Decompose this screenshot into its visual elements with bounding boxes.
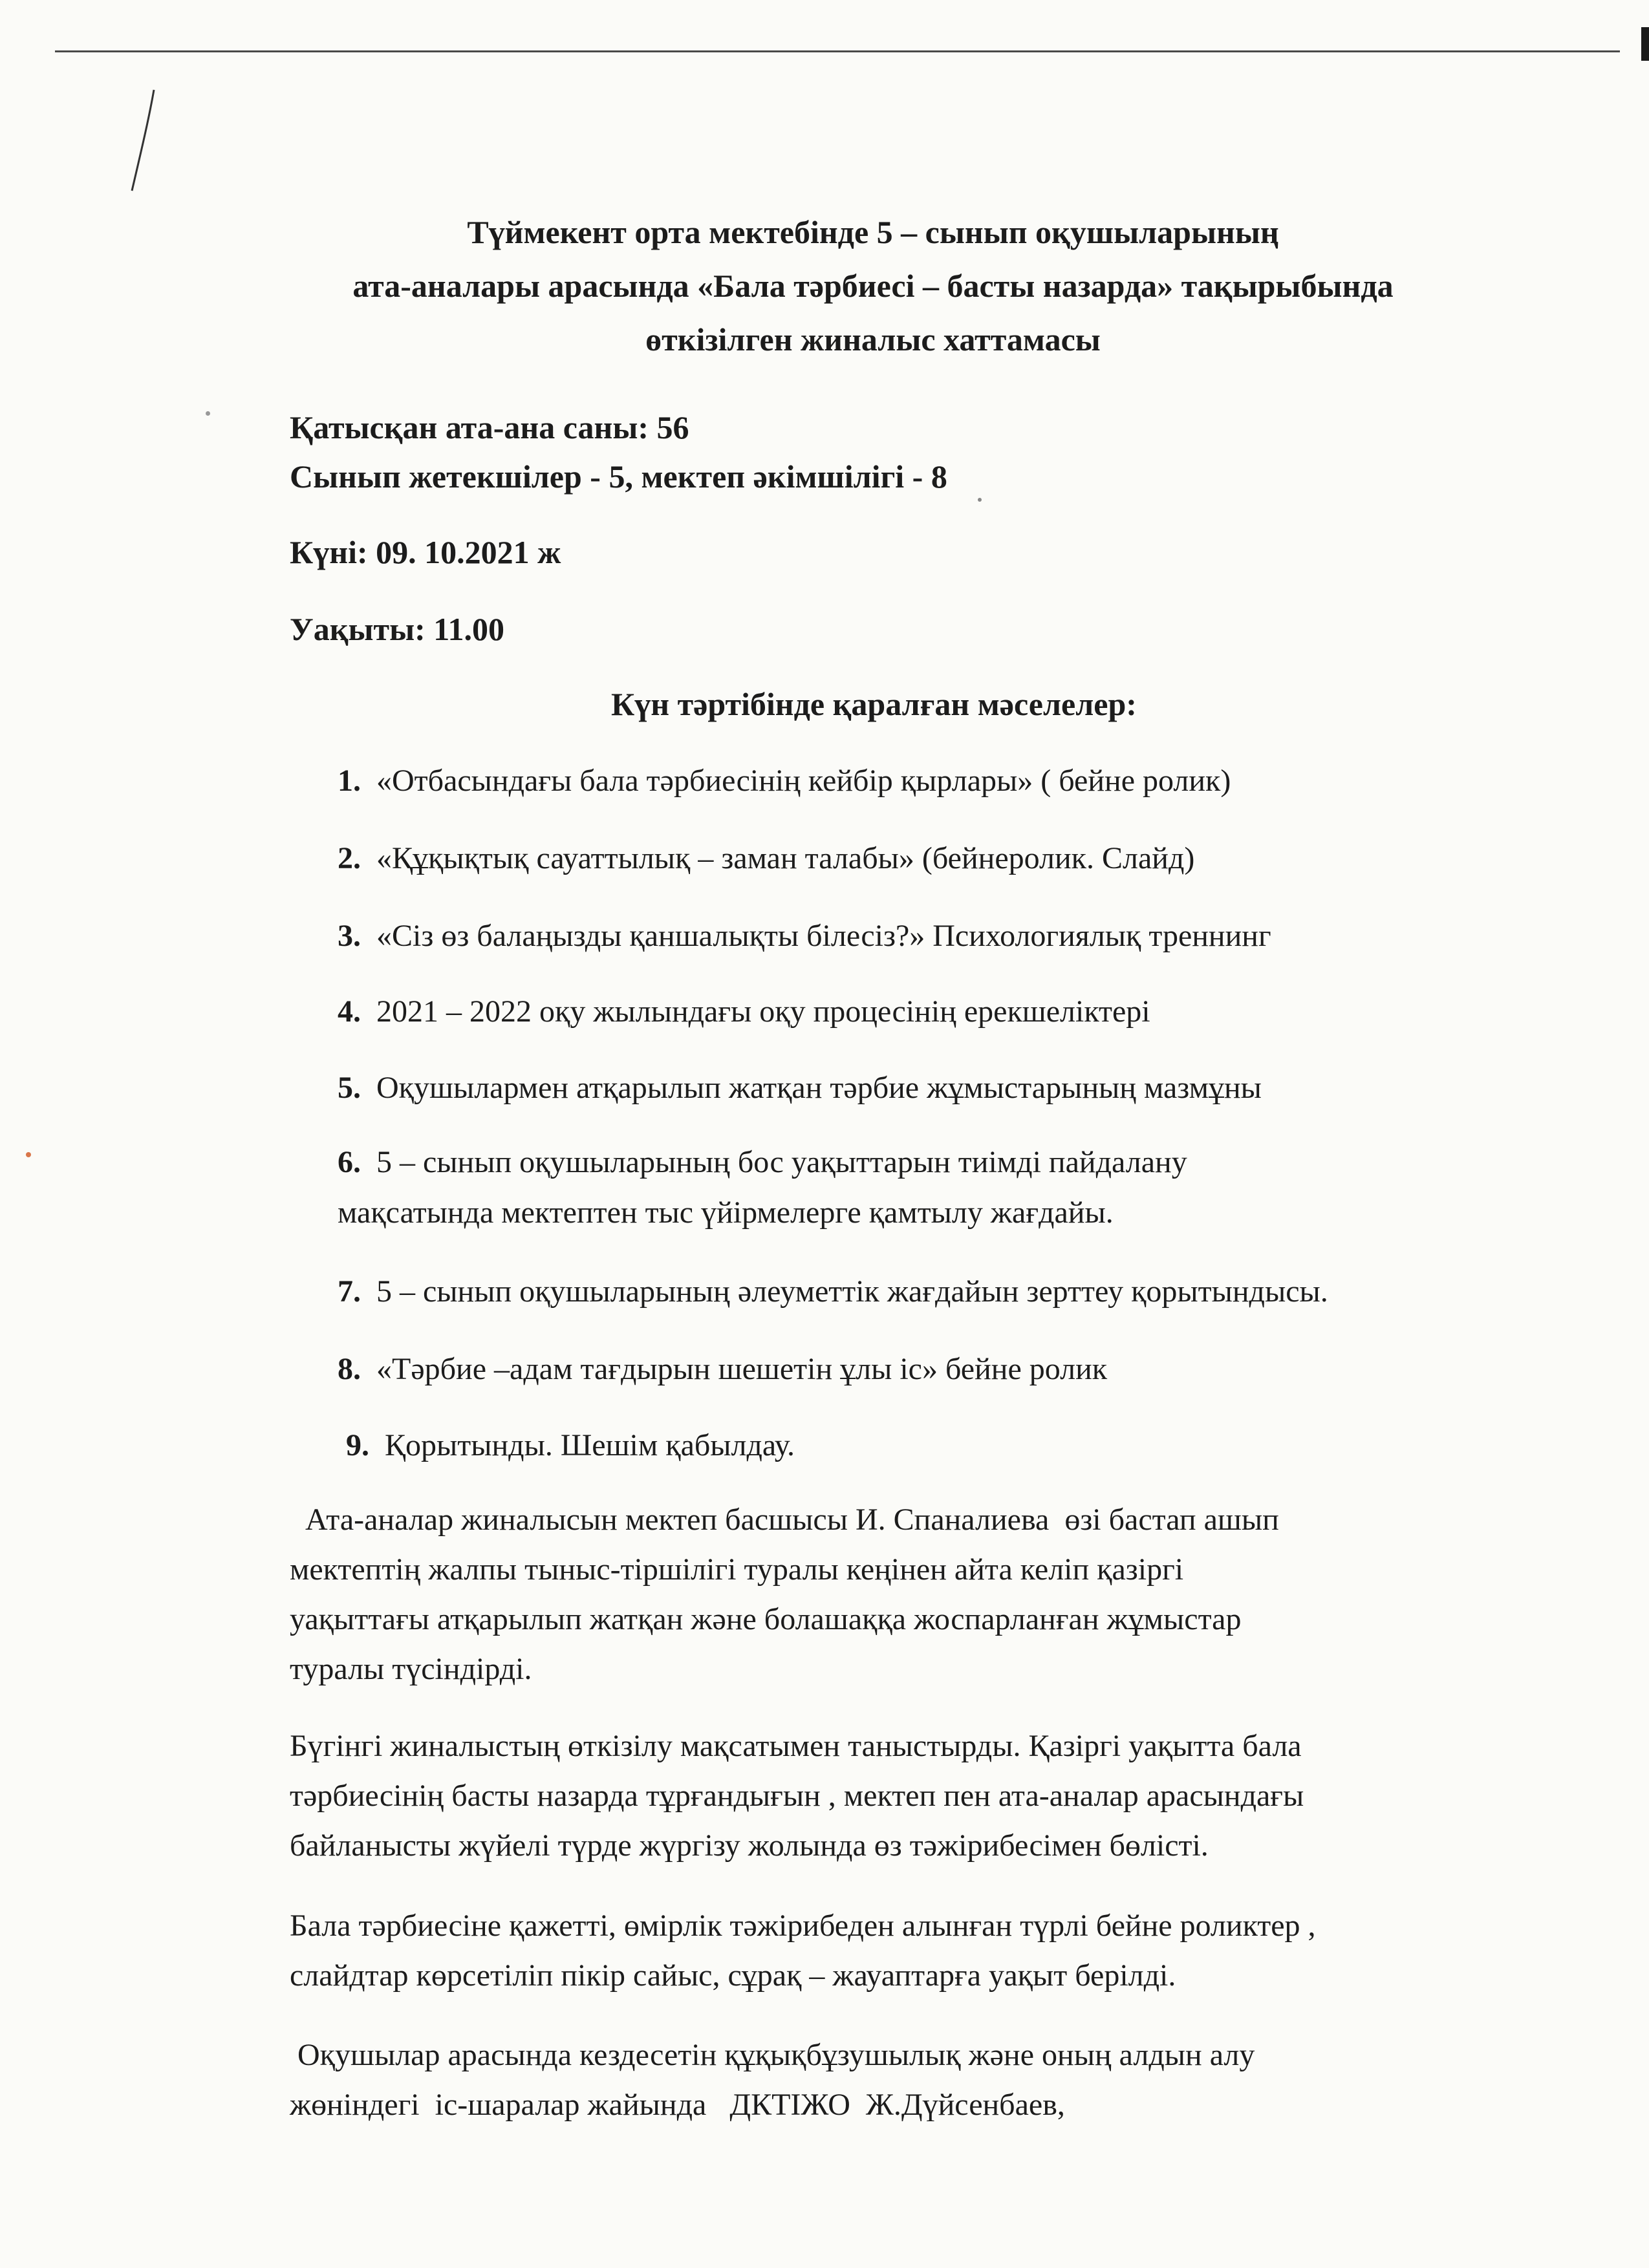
scan-speck <box>978 498 982 502</box>
agenda-item-number: 7. <box>338 1274 361 1309</box>
agenda-item-number: 1. <box>338 764 361 798</box>
agenda-item-number: 2. <box>338 841 361 875</box>
meeting-time: Уақыты: 11.00 <box>290 611 505 647</box>
title-line: ата-аналары арасында «Бала тәрбиесі – басты назарда» тақырыбында <box>352 268 1394 304</box>
scan-edge-mark <box>1641 27 1649 61</box>
agenda-item-number: 4. <box>338 994 361 1029</box>
paragraph <box>290 1495 1583 1694</box>
paragraph-line: Ата-аналар жиналысын мектеп басшысы И. Спаналиева өзі бастап ашып <box>290 1503 1279 1537</box>
agenda-item-text: «Сіз өз балаңызды қаншалықты білесіз?» Психологиялық треннинг <box>376 919 1271 953</box>
agenda-item-text: «Отбасындағы бала тәрбиесінің кейбір қырлары» ( бейне ролик) <box>376 764 1231 798</box>
agenda-item-number: 3. <box>338 919 361 953</box>
paragraph <box>290 1901 1583 2000</box>
scan-speck <box>206 411 210 416</box>
meeting-date: Күні: 09. 10.2021 ж <box>290 534 561 570</box>
agenda-item-text: Оқушылармен атқарылып жатқан тәрбие жұмыстарының мазмұны <box>376 1071 1262 1105</box>
agenda-item <box>338 918 1271 954</box>
agenda-item-number: 9. <box>346 1428 369 1462</box>
agenda-item <box>338 1351 1107 1387</box>
agenda-item-text: «Тәрбие –адам тағдырын шешетін ұлы іс» бейне ролик <box>376 1352 1108 1386</box>
paragraph-line: мектептің жалпы тыныс-тіршілігі туралы кеңінен айта келіп қазіргі <box>290 1552 1184 1587</box>
paragraph-line: Бала тәрбиесіне қажетті, өмірлік тәжірибеден алынған түрлі бейне роликтер , <box>290 1909 1316 1943</box>
agenda-item <box>338 840 1194 876</box>
scan-speck <box>26 1152 31 1157</box>
agenda-item-text: Қорытынды. Шешім қабылдау. <box>385 1428 795 1462</box>
agenda-item-text: 2021 – 2022 оқу жылындағы оқу процесінің ерекшеліктері <box>376 994 1150 1029</box>
staff-count: Сынып жетекшілер - 5, мектеп әкімшілігі - 8 <box>290 458 947 495</box>
paragraph-line: уақыттағы атқарылып жатқан және болашаққа жоспарланған жұмыстар <box>290 1602 1242 1636</box>
agenda-item-text: 5 – сынып оқушыларының әлеуметтік жағдайын зерттеу қорытындысы. <box>376 1274 1328 1309</box>
agenda-item-continuation: мақсатында мектептен тыс үйірмелерге қамтылу жағдайы. <box>338 1195 1114 1230</box>
agenda-item <box>338 994 1150 1029</box>
scan-top-line <box>55 50 1620 52</box>
paragraph-line: байланысты жүйелі түрде жүргізу жолында өз тәжірибесімен бөлісті. <box>290 1828 1209 1863</box>
paragraph-line: туралы түсіндірді. <box>290 1652 532 1686</box>
paragraph-line: жөніндегі іс-шаралар жайында ДКТІЖО Ж.Дүйсенбаев, <box>290 2088 1065 2122</box>
document-title <box>194 206 1552 367</box>
agenda-item-number: 5. <box>338 1071 361 1105</box>
agenda-item-text: 5 – сынып оқушыларының бос уақыттарын тиімді пайдалану <box>376 1145 1187 1179</box>
agenda-item <box>346 1428 795 1463</box>
agenda-heading: Күн тәртібінде қаралған мәселелер: <box>611 686 1137 722</box>
paragraph-line: слайдтар көрсетіліп пікір сайыс, сұрақ – жауаптарға уақыт берілді. <box>290 1958 1176 1993</box>
agenda-item <box>338 1144 1187 1180</box>
title-line: өткізілген жиналыс хаттамасы <box>645 321 1101 358</box>
paragraph <box>290 1721 1583 1870</box>
agenda-item-text: «Құқықтық сауаттылық – заман талабы» (бейнеролик. Слайд) <box>376 841 1195 875</box>
agenda-item-number: 8. <box>338 1352 361 1386</box>
attendees-count: Қатысқан ата-ана саны: 56 <box>290 409 689 445</box>
agenda-item-number: 6. <box>338 1145 361 1179</box>
agenda-item <box>338 1274 1328 1309</box>
pen-stroke-mark <box>123 87 162 197</box>
title-line: Түймекент орта мектебінде 5 – сынып оқушыларының <box>467 214 1279 250</box>
paragraph-line: Бүгінгі жиналыстың өткізілу мақсатымен таныстырды. Қазіргі уақытта бала <box>290 1729 1302 1763</box>
agenda-item <box>338 763 1231 798</box>
paragraph <box>290 2030 1583 2130</box>
paragraph-line: Оқушылар арасында кездесетін құқықбұзушылық және оның алдын алу <box>290 2038 1255 2072</box>
agenda-item <box>338 1070 1262 1106</box>
paragraph-line: тәрбиесінің басты назарда тұрғандығын , мектеп пен ата-аналар арасындағы <box>290 1779 1304 1813</box>
